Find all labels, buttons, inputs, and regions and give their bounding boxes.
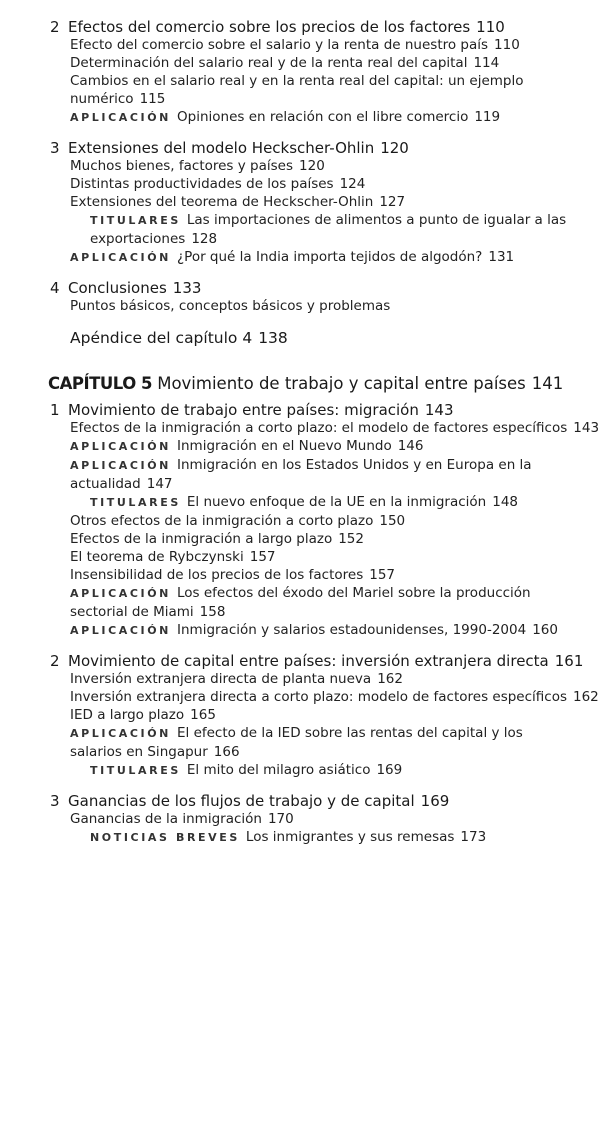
- application-entry: [0, 584, 600, 621]
- subsection-entry: [0, 419, 600, 437]
- section-entry: [0, 652, 600, 670]
- subsection-title: Cambios en el salario real y en la renta real del capital: un ejemplo numérico: [70, 73, 524, 107]
- section-title: Ganancias de los flujos de trabajo y de capital: [68, 792, 415, 810]
- entry-title: El mito del milagro asiático: [186, 762, 371, 778]
- subsection-title: Efectos de la inmigración a corto plazo: el modelo de factores específicos: [70, 420, 568, 436]
- section-title: Efectos del comercio sobre los precios de los factores: [68, 18, 471, 36]
- subsection-entry: [0, 530, 600, 548]
- headline-entry: [0, 493, 600, 512]
- section-entry: [0, 139, 600, 157]
- page-number: 150: [379, 513, 406, 529]
- subsection-title: Inversión extranjera directa de planta nueva: [70, 671, 372, 687]
- entry-tag: APLICACIÓN: [70, 727, 171, 740]
- section-number: 3: [50, 139, 60, 157]
- subsection-entry: [0, 566, 600, 584]
- headline-entry: [0, 761, 600, 780]
- page-number: 169: [376, 762, 403, 778]
- subsection-entry: [0, 706, 600, 724]
- subsection-title: Muchos bienes, factores y países: [70, 158, 294, 174]
- section-number: 1: [50, 401, 60, 419]
- entry-title: ¿Por qué la India importa tejidos de algodón?: [177, 249, 483, 265]
- page-number: 120: [299, 158, 325, 174]
- section-title: Conclusiones: [68, 279, 167, 297]
- subsection-entry: [0, 54, 600, 72]
- page-number: 170: [267, 811, 294, 827]
- chapter-title: Movimiento de trabajo y capital entre países: [157, 374, 526, 393]
- page-number: 143: [573, 420, 600, 436]
- page-number: 131: [488, 249, 515, 265]
- entry-title: El efecto de la IED sobre las rentas del capital y los salarios en Singapur: [70, 725, 523, 760]
- page-number: 160: [532, 622, 558, 638]
- entry-tag: APLICACIÓN: [70, 587, 171, 600]
- application-entry: [0, 108, 600, 127]
- entry-tag: NOTICIAS BREVES: [90, 831, 240, 844]
- chapter-label: CAPÍTULO 5: [48, 374, 152, 393]
- entry-title: El nuevo enfoque de la UE en la inmigración: [186, 494, 487, 510]
- page-number: 127: [379, 194, 406, 210]
- page-number: 110: [494, 37, 520, 53]
- entry-tag: APLICACIÓN: [70, 251, 171, 264]
- page-number: 158: [199, 604, 226, 620]
- page-number: 141: [531, 374, 564, 393]
- entry-title: Las importaciones de alimentos a punto de igualar a las exportaciones: [90, 212, 567, 247]
- subsection-title: Extensiones del teorema de Heckscher-Ohlin: [70, 194, 374, 210]
- chapter-heading: [0, 375, 600, 399]
- page-number: 148: [492, 494, 519, 510]
- page-number: 146: [397, 438, 424, 454]
- page-number: 119: [474, 109, 501, 125]
- entry-tag: TITULARES: [90, 764, 181, 777]
- section-title: Movimiento de capital entre países: inversión extranjera directa: [68, 652, 549, 670]
- section-number: 4: [50, 279, 60, 297]
- section-gap: [0, 780, 600, 790]
- page-number: 143: [424, 401, 454, 419]
- subsection-entry: [0, 297, 600, 315]
- subsection-entry: [0, 548, 600, 566]
- section-entry: [0, 792, 600, 810]
- subsection-title: IED a largo plazo: [70, 707, 185, 723]
- section-number: 3: [50, 792, 60, 810]
- section-entry: [0, 18, 600, 36]
- application-entry: [0, 724, 600, 761]
- application-entry: [0, 621, 600, 640]
- page-number: 133: [172, 279, 202, 297]
- page-number: 169: [420, 792, 450, 810]
- headline-entry: [0, 211, 600, 248]
- appendix-title: Apéndice del capítulo 4: [70, 329, 253, 347]
- entry-title: Inmigración en los Estados Unidos y en Europa en la actualidad: [70, 457, 532, 492]
- page-number: 157: [369, 567, 396, 583]
- page-number: 138: [258, 329, 288, 347]
- entry-title: Inmigración en el Nuevo Mundo: [177, 438, 392, 454]
- entry-title: Opiniones en relación con el libre comercio: [177, 109, 469, 125]
- subsection-title: Ganancias de la inmigración: [70, 811, 262, 827]
- subsection-entry: [0, 36, 600, 54]
- page-number: 157: [249, 549, 276, 565]
- subsection-title: El teorema de Rybczynski: [70, 549, 244, 565]
- page-number: 128: [191, 231, 218, 247]
- section-gap: [0, 640, 600, 650]
- page-number: 114: [473, 55, 500, 71]
- page-number: 115: [139, 91, 166, 107]
- subsection-entry: [0, 670, 600, 688]
- section-number: 2: [50, 652, 60, 670]
- section-gap: [0, 127, 600, 137]
- entry-title: Los inmigrantes y sus remesas: [245, 829, 455, 845]
- page-number: 165: [190, 707, 216, 723]
- entry-tag: APLICACIÓN: [70, 111, 171, 124]
- subsection-title: Otros efectos de la inmigración a corto plazo: [70, 513, 374, 529]
- section-title: Movimiento de trabajo entre países: migración: [68, 401, 419, 419]
- entry-tag: APLICACIÓN: [70, 440, 171, 453]
- subsection-title: Efecto del comercio sobre el salario y la renta de nuestro país: [70, 37, 489, 53]
- entry-tag: TITULARES: [90, 214, 181, 227]
- subsection-title: Insensibilidad de los precios de los factores: [70, 567, 364, 583]
- page-number: 124: [339, 176, 366, 192]
- page-number: 162: [377, 671, 403, 687]
- subsection-title: Distintas productividades de los países: [70, 176, 334, 192]
- page-number: 152: [338, 531, 364, 547]
- subsection-entry: [0, 175, 600, 193]
- subsection-entry: [0, 72, 600, 108]
- subsection-entry: [0, 688, 600, 706]
- application-entry: [0, 437, 600, 456]
- entry-title: Inmigración y salarios estadounidenses, 1990-2004: [177, 622, 527, 638]
- subsection-title: Inversión extranjera directa a corto plazo: modelo de factores específicos: [70, 689, 567, 705]
- subsection-title: Puntos básicos, conceptos básicos y problemas: [70, 298, 391, 314]
- subsection-entry: [0, 810, 600, 828]
- entry-tag: TITULARES: [90, 496, 181, 509]
- subsection-entry: [0, 193, 600, 211]
- headline-entry: [0, 828, 600, 847]
- section-gap: [0, 267, 600, 277]
- page-number: 120: [380, 139, 409, 157]
- page-number: 166: [213, 744, 240, 760]
- application-entry: [0, 248, 600, 267]
- page-number: 162: [573, 689, 599, 705]
- entry-tag: APLICACIÓN: [70, 624, 171, 637]
- entry-title: Los efectos del éxodo del Mariel sobre la producción sectorial de Miami: [70, 585, 531, 620]
- page-number: 173: [460, 829, 487, 845]
- subsection-entry: [0, 157, 600, 175]
- section-number: 2: [50, 18, 60, 36]
- page-number: 110: [476, 18, 505, 36]
- section-entry: [0, 401, 600, 419]
- subsection-title: Efectos de la inmigración a largo plazo: [70, 531, 333, 547]
- entry-tag: APLICACIÓN: [70, 459, 171, 472]
- section-title: Extensiones del modelo Heckscher-Ohlin: [68, 139, 375, 157]
- page-number: 147: [146, 476, 173, 492]
- subsection-entry: [0, 512, 600, 530]
- page-number: 161: [554, 652, 584, 670]
- section-entry: [0, 279, 600, 297]
- table-of-contents: [0, 16, 600, 847]
- appendix-entry: [0, 329, 600, 347]
- application-entry: [0, 456, 600, 493]
- subsection-title: Determinación del salario real y de la renta real del capital: [70, 55, 468, 71]
